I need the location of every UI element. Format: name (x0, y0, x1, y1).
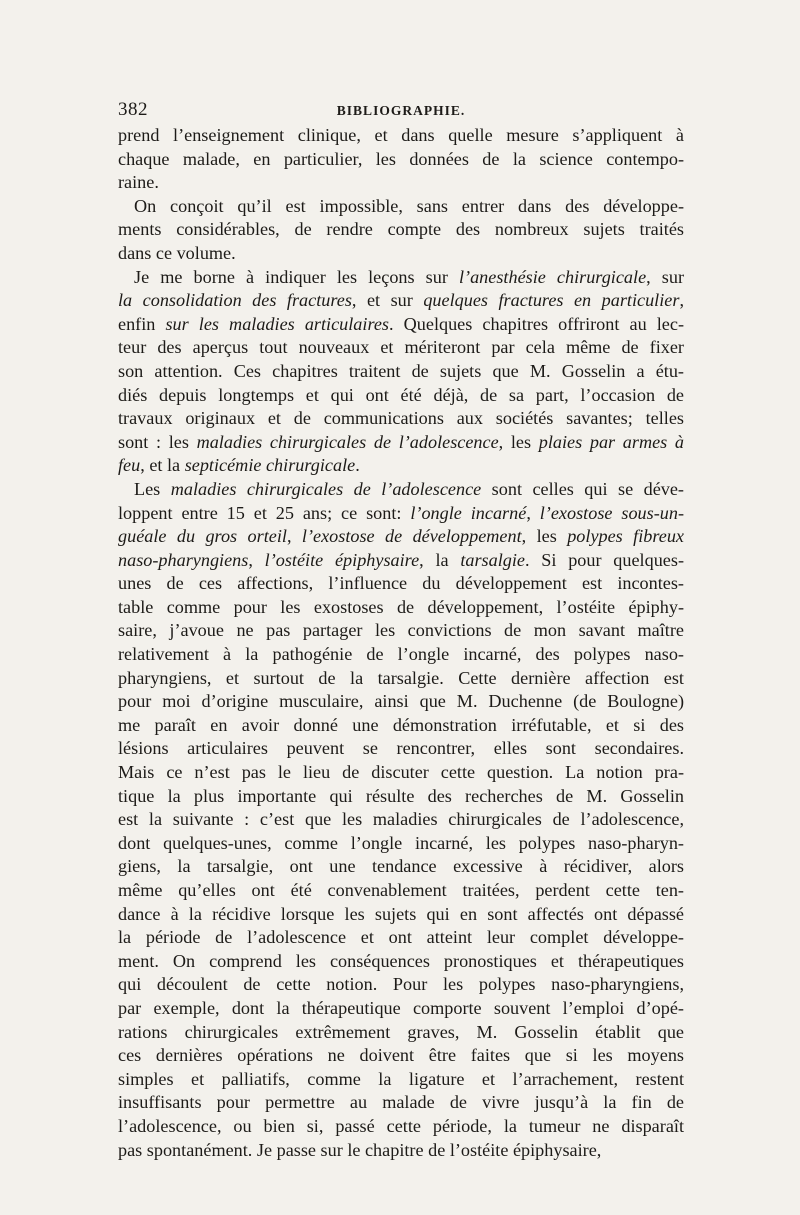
italic-text: la consolidation des fractures (118, 290, 352, 311)
text-run: Mais ce n’est pas le lieu de discuter cette question. La notion pra- (118, 762, 684, 783)
text-line (118, 525, 684, 549)
text-run: Je me borne à indiquer les leçons sur (134, 266, 459, 287)
text-run: pour moi d’origine musculaire, ainsi que M. Duchenne (de Boulogne) (118, 691, 684, 712)
text-line (118, 808, 684, 832)
text-run: giens, la tarsalgie, ont une tendance excessive à récidiver, alors (118, 856, 684, 877)
text-line (118, 313, 684, 337)
text-line (118, 1115, 684, 1139)
text-run: sont : les (118, 431, 197, 452)
text-run: Les (134, 478, 171, 499)
text-line (118, 761, 684, 785)
italic-text: l’ongle incarné (410, 502, 527, 523)
text-run: par exemple, dont la thérapeutique comporte souvent l’emploi d’opé- (118, 997, 684, 1018)
text-run: rations chirurgicales extrêmement graves, M. Gosselin établit que (118, 1021, 684, 1042)
text-line (118, 619, 684, 643)
paragraph (118, 478, 684, 1162)
text-run: , la (419, 549, 461, 570)
text-run: ment. On comprend les conséquences pronostiques et thérapeutiques (118, 950, 684, 971)
text-line (118, 1091, 684, 1115)
text-line (118, 454, 684, 478)
text-run: enfin (118, 313, 166, 334)
text-run: raine. (118, 172, 159, 193)
text-run: diés depuis longtemps et qui ont été déjà, de sa part, l’occasion de (118, 384, 684, 405)
text-line (118, 690, 684, 714)
text-run: unes de ces affections, l’influence du développement est incontes- (118, 573, 684, 594)
text-line (118, 549, 684, 573)
text-run: qui découlent de cette notion. Pour les polypes naso-pharyngiens, (118, 974, 684, 995)
italic-text: l’exostose sous-un- (539, 502, 685, 523)
text-line (118, 926, 684, 950)
text-run: loppent entre 15 et 25 ans; ce sont: (118, 502, 411, 523)
text-run: simples et palliatifs, comme la ligature et l’arrachement, restent (118, 1068, 684, 1089)
text-run: table comme pour les exostoses de développement, l’ostéite épiphy- (118, 596, 684, 617)
text-line (118, 1068, 684, 1092)
text-line (118, 289, 684, 313)
text-line (118, 171, 684, 195)
text-run: . Quelques chapitres offriront au lec- (389, 313, 684, 334)
text-run: sont celles qui se déve- (481, 478, 684, 499)
text-run: relativement à la pathogénie de l’ongle incarné, des polypes naso- (118, 644, 684, 665)
text-run: . (355, 455, 360, 476)
text-line (118, 478, 684, 502)
text-run: l’adolescence, ou bien si, passé cette période, la tumeur ne disparaît (118, 1115, 684, 1136)
text-run: , sur (646, 266, 685, 287)
text-line (118, 997, 684, 1021)
running-title: BIBLIOGRAPHIE. (336, 103, 466, 118)
text-run: est la suivante : c’est que les maladies chirurgicales de l’adolescence, (118, 809, 684, 830)
text-line (118, 714, 684, 738)
text-line (118, 903, 684, 927)
italic-text: maladies chirurgicales de l’adolescence (196, 431, 499, 452)
text-line (118, 879, 684, 903)
italic-text: feu (118, 455, 141, 476)
text-run: son attention. Ces chapitres traitent de sujets que M. Gosselin a étu- (118, 360, 684, 381)
italic-text: l’ostéite épiphysaire (264, 549, 420, 570)
text-line (118, 1044, 684, 1068)
text-run: chaque malade, en particulier, les données de la science contempo- (118, 148, 684, 169)
text-run: lésions articulaires peuvent se rencontrer, elles sont secondaires. (118, 738, 684, 759)
text-run: , (526, 502, 540, 523)
text-run: me paraît en avoir donné une démonstration irréfutable, et si des (118, 714, 684, 735)
text-run: la période de l’adolescence et ont atteint leur complet développe- (118, 927, 684, 948)
text-line (118, 596, 684, 620)
italic-text: septicémie chirurgicale (184, 455, 356, 476)
italic-text: sur les maladies articulaires (165, 313, 390, 334)
text-run: même qu’elles ont été convenablement traitées, perdent cette ten- (118, 880, 684, 900)
body-text (118, 124, 684, 1162)
paragraph (118, 195, 684, 266)
text-run: dans ce volume. (118, 242, 236, 263)
text-line (118, 785, 684, 809)
text-run: , les (521, 526, 568, 547)
paragraph (118, 266, 684, 478)
text-run: tique la plus importante qui résulte des recherches de M. Gosselin (118, 785, 684, 806)
text-run: teur des aperçus tout nouveaux et mériteront par cela même de fixer (118, 337, 684, 358)
text-line (118, 431, 684, 455)
text-line (118, 266, 684, 290)
text-line (118, 407, 684, 431)
text-line (118, 1021, 684, 1045)
text-line (118, 832, 684, 856)
text-run: dance à la récidive lorsque les sujets qui en sont affectés ont dépassé (118, 903, 684, 924)
text-run: , (679, 290, 684, 311)
italic-text: maladies chirurgicales de l’adolescence (170, 478, 482, 499)
italic-text: l’exostose de développement (301, 526, 522, 547)
text-run: prend l’enseignement clinique, et dans quelle mesure s’appliquent à (118, 125, 684, 145)
text-line (118, 502, 684, 526)
text-line (118, 148, 684, 172)
text-run: , les (498, 431, 539, 452)
text-run: pas spontanément. Je passe sur le chapitre de l’ostéite épiphysaire, (118, 1139, 602, 1160)
text-run: . Si pour quelques- (525, 549, 684, 570)
page-header (118, 99, 684, 125)
text-run: , et sur (351, 290, 424, 311)
text-run: , et la (140, 455, 185, 476)
text-run: saire, j’avoue ne pas partager les convictions de mon savant maître (118, 620, 684, 641)
text-run: ments considérables, de rendre compte des nombreux sujets traités (118, 219, 684, 240)
text-line (118, 1139, 684, 1163)
italic-text: plaies par armes à (538, 431, 684, 452)
text-run: , (286, 526, 302, 547)
text-run: dont quelques-unes, comme l’ongle incarné, les polypes naso-pharyn- (118, 832, 684, 853)
text-line (118, 950, 684, 974)
italic-text: guéale du gros orteil (118, 526, 287, 547)
italic-text: tarsalgie (460, 549, 525, 570)
text-line (118, 242, 684, 266)
text-line (118, 336, 684, 360)
text-line (118, 384, 684, 408)
text-line (118, 195, 684, 219)
text-line (118, 855, 684, 879)
text-run: ces dernières opérations ne doivent être faites que si les moyens (118, 1045, 684, 1066)
page-number: 382 (118, 99, 148, 120)
text-line (118, 643, 684, 667)
text-run: travaux originaux et de communications aux sociétés savantes; telles (118, 408, 684, 429)
text-line (118, 360, 684, 384)
italic-text: naso-pharyngiens (118, 549, 249, 570)
text-line (118, 737, 684, 761)
text-line (118, 973, 684, 997)
text-run: On conçoit qu’il est impossible, sans entrer dans des développe- (134, 195, 684, 216)
text-line (118, 667, 684, 691)
text-line (118, 218, 684, 242)
text-line (118, 124, 684, 148)
text-line (118, 572, 684, 596)
italic-text: quelques fractures en particulier (423, 290, 680, 311)
italic-text: l’anesthésie chirurgicale (458, 266, 647, 287)
text-run: , (248, 549, 265, 570)
italic-text: polypes fibreux (567, 526, 684, 547)
text-run: insuffisants pour permettre au malade de vivre jusqu’à la fin de (118, 1092, 684, 1113)
paragraph (118, 124, 684, 195)
text-run: pharyngiens, et surtout de la tarsalgie. Cette dernière affection est (118, 667, 684, 688)
